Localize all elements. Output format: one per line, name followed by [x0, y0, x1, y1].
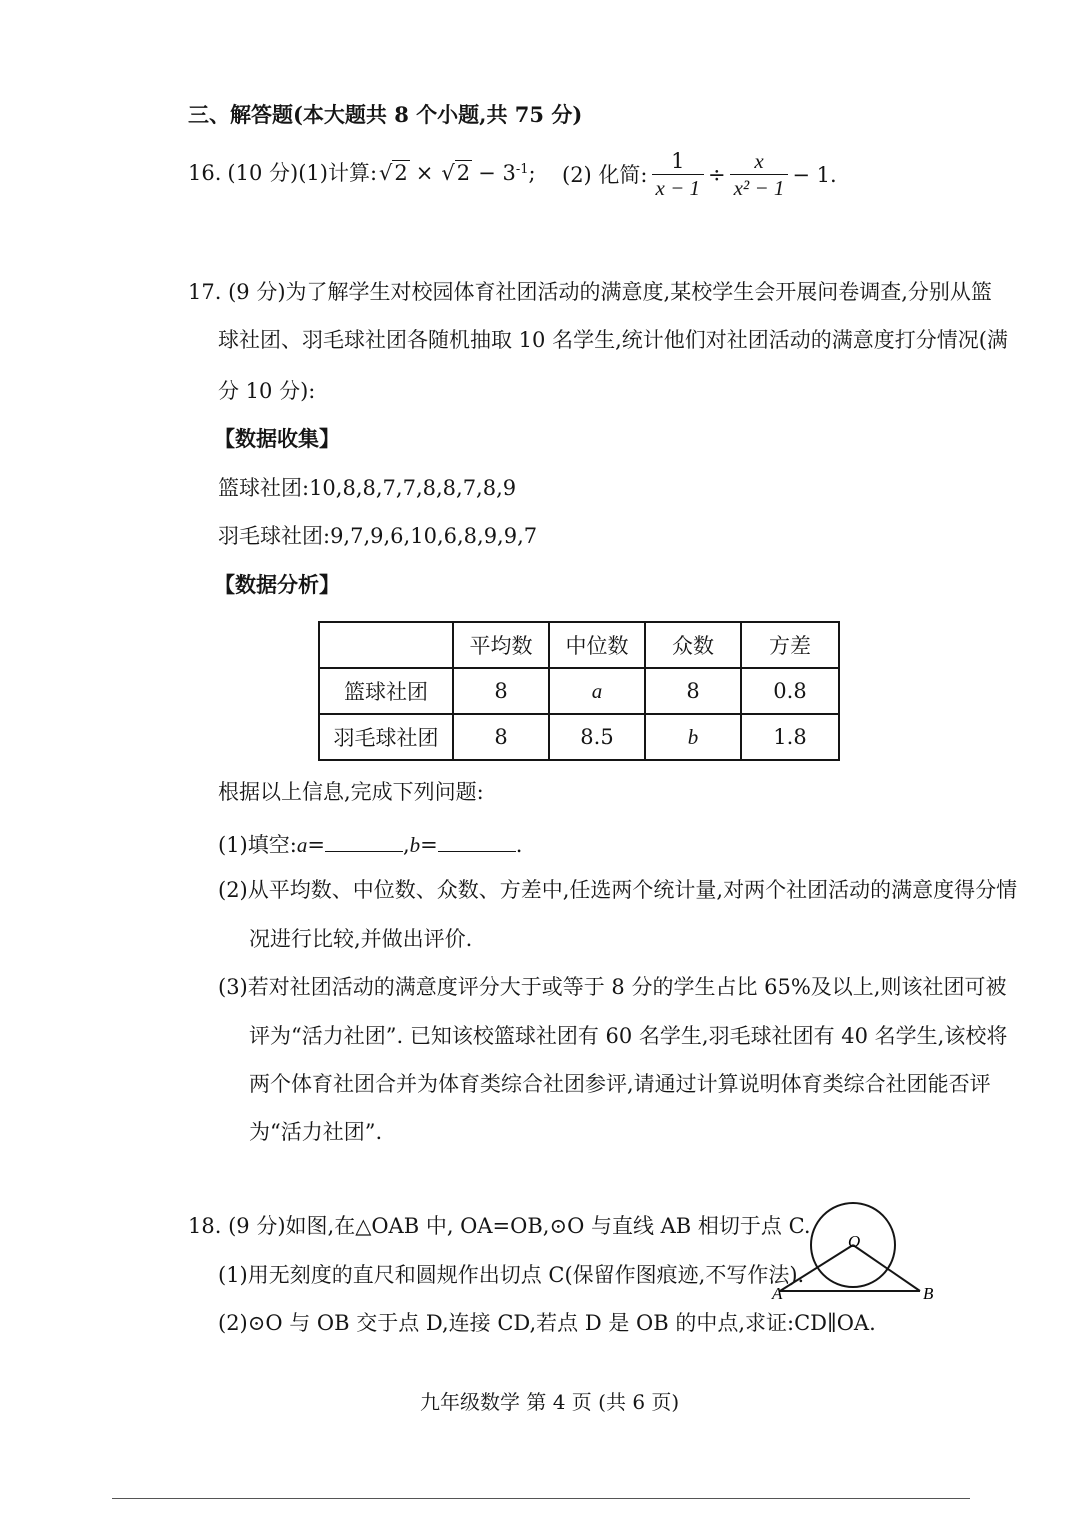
- question-16-part1: [188, 163, 536, 184]
- q18-part2: (2)⊙O 与 OB 交于点 D,连接 CD,若点 D 是 OB 的中点,求证:CD∥OA.: [218, 1311, 876, 1335]
- q17-number: 17.: [188, 280, 222, 304]
- table-cell: b: [645, 714, 741, 760]
- q17-part2-line1: (2)从平均数、中位数、众数、方差中,任选两个统计量,对两个社团活动的满意度得分情: [218, 878, 1018, 902]
- q17-part3-line4: 为“活力社团”.: [249, 1120, 383, 1144]
- q17-points: (9 分): [228, 280, 286, 304]
- data-collection-heading: 【数据收集】: [214, 426, 340, 451]
- label-o: O: [848, 1232, 861, 1251]
- question-16-part2: [562, 148, 837, 202]
- fraction-2: $\frac{x}{\text{x² − 1}}$: [730, 151, 789, 199]
- var-a: a: [296, 833, 308, 857]
- bottom-rule: [112, 1498, 970, 1499]
- table-cell: 1.8: [741, 714, 839, 760]
- sqrt-term-1: √2: [379, 161, 408, 185]
- table-cell: 0.8: [741, 668, 839, 714]
- equals-b: =: [420, 833, 438, 857]
- badminton-data: 羽毛球社团:9,7,9,6,10,6,8,9,9,7: [218, 524, 538, 548]
- page-footer: 九年级数学 第 4 页 (共 6 页): [420, 1390, 680, 1414]
- table-header-cell: [319, 622, 453, 668]
- q16-part1-label: (1)计算:: [298, 161, 378, 185]
- table-header-cell: 众数: [645, 622, 741, 668]
- table-cell: 8: [453, 668, 549, 714]
- q16-part2-label: (2) 化简:: [562, 162, 648, 187]
- q16-points: (10 分): [227, 161, 299, 185]
- basketball-data: 篮球社团:10,8,8,7,7,8,8,7,8,9: [218, 476, 517, 500]
- q17-part3-line3: 两个体育社团合并为体育类综合社团参评,请通过计算说明体育类综合社团能否评: [249, 1072, 991, 1096]
- table-header-cell: 平均数: [453, 622, 549, 668]
- q17-p1-label: (1)填空:: [218, 833, 297, 857]
- label-a: A: [772, 1284, 783, 1303]
- comma: ,: [402, 833, 410, 857]
- q16-tail: − 1.: [792, 162, 837, 187]
- table-row: [319, 714, 839, 760]
- blank-a[interactable]: [325, 833, 403, 852]
- q17-part3-line1: (3)若对社团活动的满意度评分大于或等于 8 分的学生占比 65%及以上,则该社团可被: [218, 975, 1007, 999]
- q17-part1: [218, 833, 522, 856]
- table-header-cell: 方差: [741, 622, 839, 668]
- exponent: -1: [515, 162, 529, 177]
- q18-points: (9 分): [228, 1214, 286, 1238]
- q18-number: 18.: [188, 1214, 222, 1238]
- q17-part2-line2: 况进行比较,并做出评价.: [249, 927, 473, 951]
- q17-instruction: 根据以上信息,完成下列问题:: [218, 780, 484, 804]
- divide-sign: ÷: [708, 162, 726, 187]
- section-title: 三、解答题(本大题共 8 个小题,共 75 分): [188, 102, 583, 127]
- table-cell: a: [549, 668, 645, 714]
- question-17-line1: [188, 282, 992, 303]
- q17-part3-line2: 评为“活力社团”. 已知该校篮球社团有 60 名学生,羽毛球社团有 40 名学生,该校将: [249, 1024, 1008, 1048]
- blank-b[interactable]: [438, 833, 516, 852]
- table-row: [319, 668, 839, 714]
- table-header-row: [319, 622, 839, 668]
- q16-part1-end: ;: [528, 161, 536, 185]
- p1-end: .: [515, 833, 523, 857]
- fraction-1: $\frac{1}{x - 1}$: [652, 151, 705, 199]
- q17-stem-line2: 球社团、羽毛球社团各随机抽取 10 名学生,统计他们对社团活动的满意度打分情况(满: [218, 328, 1008, 352]
- q16-number: 16.: [188, 161, 222, 185]
- segment-ob: [853, 1245, 920, 1291]
- q18-stem-text: 如图,在△OAB 中, OA=OB,⊙O 与直线 AB 相切于点 C.: [285, 1214, 811, 1238]
- data-analysis-heading: 【数据分析】: [214, 572, 340, 597]
- table-cell: 8.5: [549, 714, 645, 760]
- table-cell: 8: [645, 668, 741, 714]
- q18-part1: (1)用无刻度的直尺和圆规作出切点 C(保留作图痕迹,不写作法).: [218, 1263, 805, 1287]
- q17-stem-line3: 分 10 分):: [218, 379, 316, 403]
- sqrt-term-2: √2: [441, 161, 471, 185]
- var-b: b: [409, 833, 421, 857]
- question-18-stem: [188, 1216, 811, 1237]
- table-cell: 8: [453, 714, 549, 760]
- table-header-cell: 中位数: [549, 622, 645, 668]
- geometry-figure: [770, 1200, 940, 1310]
- table-cell: 篮球社团: [319, 668, 453, 714]
- statistics-table: [318, 621, 840, 761]
- times-sign: ×: [415, 161, 434, 185]
- label-b: B: [923, 1284, 934, 1303]
- equals-a: =: [307, 833, 325, 857]
- q17-stem-line1: 为了解学生对校园体育社团活动的满意度,某校学生会开展问卷调查,分别从篮: [285, 280, 992, 304]
- segment-oa: [780, 1245, 853, 1291]
- table-cell: 羽毛球社团: [319, 714, 453, 760]
- minus-power-term: − 3: [478, 161, 516, 185]
